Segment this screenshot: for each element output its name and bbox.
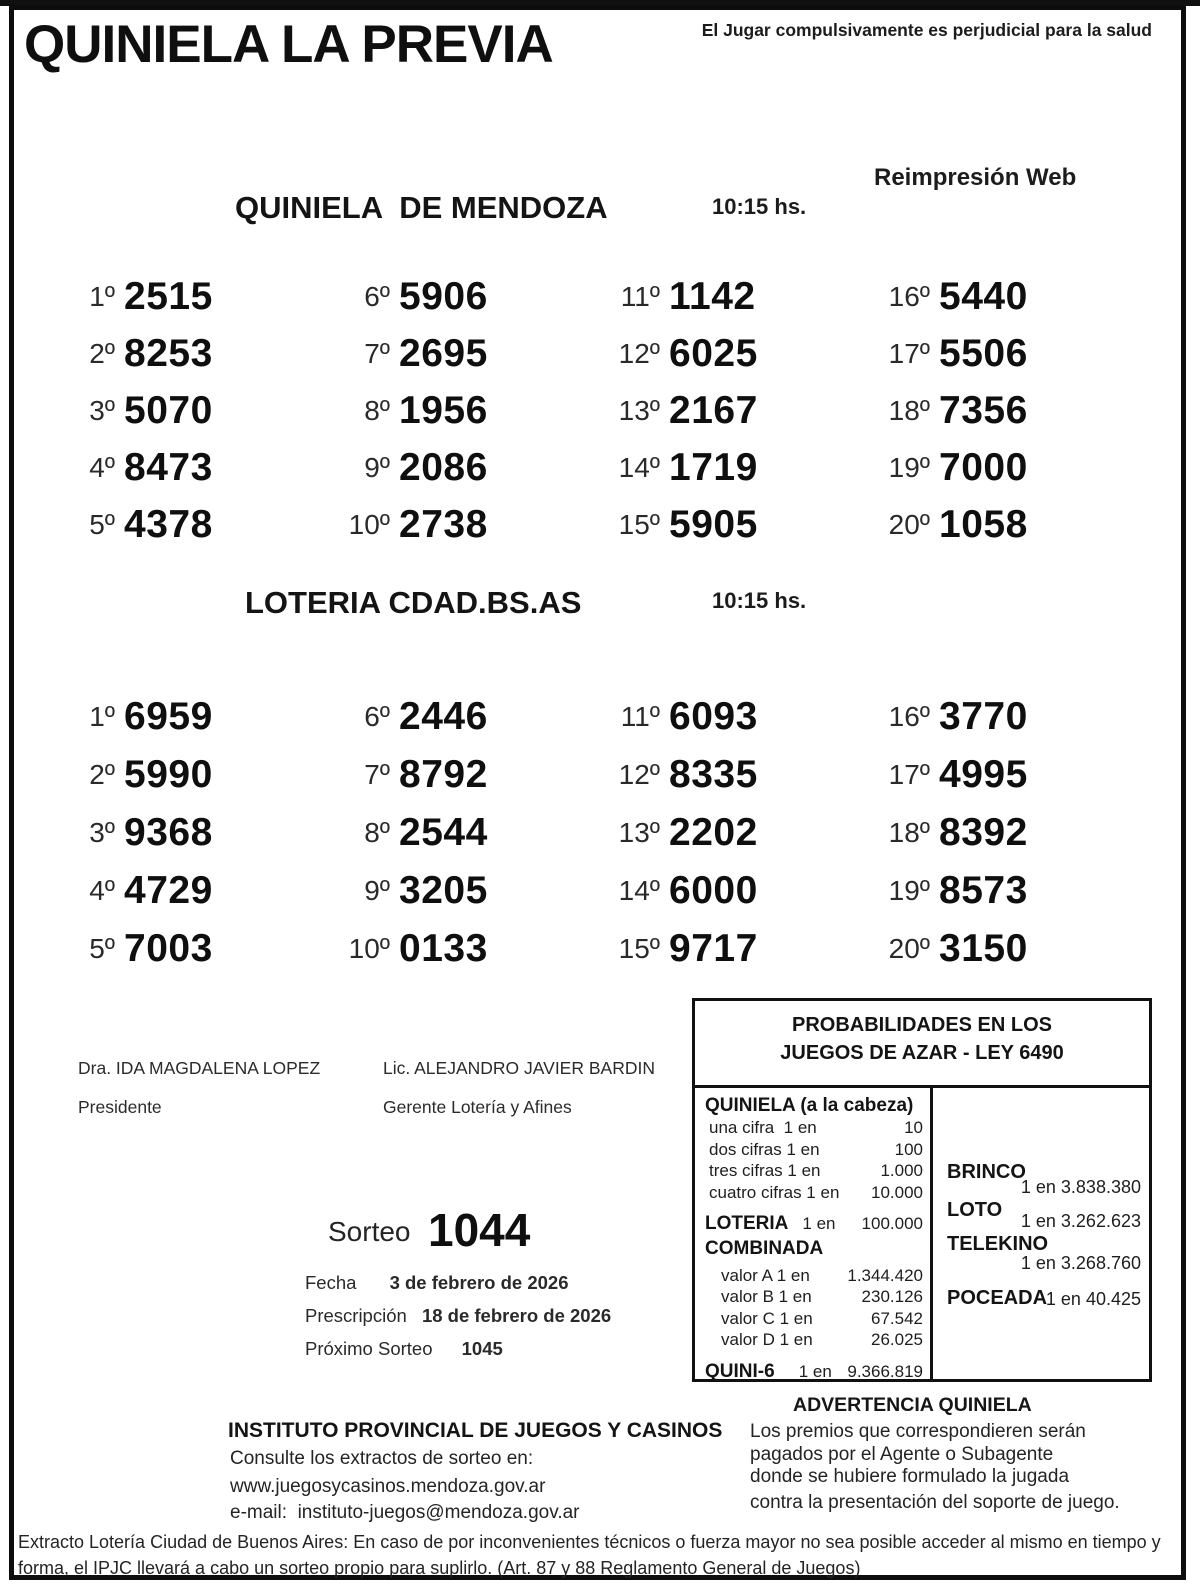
top-edge-rule	[0, 0, 1200, 6]
result-position: 20º	[888, 508, 930, 540]
odds-label: dos cifras 1 en	[709, 1139, 820, 1159]
result-cell	[873, 268, 1133, 325]
result-position: 13º	[618, 394, 660, 426]
result-cell	[58, 862, 333, 920]
result-cell	[603, 920, 873, 978]
result-cell	[873, 688, 1133, 746]
result-position: 12º	[618, 337, 660, 369]
result-number: 5905	[669, 502, 758, 546]
result-cell	[603, 496, 873, 553]
institute-name: INSTITUTO PROVINCIAL DE JUEGOS Y CASINOS	[228, 1419, 723, 1442]
result-cell	[333, 862, 603, 920]
result-number: 8473	[124, 445, 213, 489]
combinada-header: COMBINADA	[705, 1237, 824, 1259]
result-position: 11º	[620, 701, 660, 732]
result-position: 11º	[620, 280, 660, 312]
result-number: 2446	[399, 695, 488, 738]
result-number: 5440	[939, 274, 1028, 318]
result-number: 7000	[939, 445, 1028, 489]
result-cell	[58, 804, 333, 862]
result-cell	[333, 746, 603, 804]
result-position: 8º	[364, 394, 390, 426]
probabilities-title	[695, 1011, 1149, 1067]
result-number: 4378	[124, 502, 213, 546]
probabilities-right-column	[933, 1085, 1149, 1379]
odds-value: 10	[904, 1118, 923, 1137]
result-number: 5906	[399, 274, 488, 318]
result-number: 4729	[124, 869, 213, 912]
odds-row	[705, 1182, 923, 1204]
draw-date-row	[305, 1272, 568, 1294]
result-number: 2695	[399, 331, 488, 375]
result-cell	[333, 268, 603, 325]
draw-number: 1044	[428, 1204, 531, 1256]
advertencia-line: Los premios que correspondieren serán	[750, 1421, 1086, 1442]
result-position: 10º	[348, 933, 390, 964]
odds-label: valor D 1 en	[721, 1330, 813, 1349]
result-number: 7003	[124, 927, 213, 970]
result-position: 5º	[89, 508, 115, 540]
result-position: 3º	[89, 817, 115, 848]
result-position: 19º	[888, 451, 930, 483]
result-position: 18º	[888, 817, 930, 848]
result-number: 1719	[669, 445, 758, 489]
result-number: 6025	[669, 331, 758, 375]
result-number: 2167	[669, 388, 758, 432]
quiniela-odds-header: QUINIELA (a la cabeza)	[705, 1095, 914, 1116]
result-position: 6º	[364, 701, 390, 732]
advertencia-title: ADVERTENCIA QUINIELA	[793, 1394, 1032, 1416]
result-cell	[603, 804, 873, 862]
result-cell	[603, 862, 873, 920]
section-time-mendoza: 10:15 hs.	[712, 194, 807, 219]
result-position: 17º	[888, 759, 930, 790]
odds-label: valor C 1 en	[721, 1308, 813, 1328]
result-number: 5506	[939, 331, 1028, 375]
odds-row	[705, 1117, 923, 1139]
result-cell	[58, 920, 333, 978]
quini6-odds-value: 9.366.819	[847, 1361, 923, 1381]
result-number: 3770	[939, 695, 1028, 738]
result-position: 2º	[89, 337, 115, 369]
poceada-value: 1 en 40.425	[1045, 1289, 1141, 1309]
result-cell	[333, 382, 603, 439]
result-position: 19º	[888, 875, 930, 906]
result-position: 7º	[364, 759, 390, 790]
result-cell	[603, 268, 873, 325]
odds-value: 26.025	[871, 1330, 923, 1349]
result-cell	[58, 382, 333, 439]
result-cell	[873, 382, 1133, 439]
advertencia-line: contra la presentación del soporte de juego.	[750, 1492, 1120, 1513]
result-number: 1142	[669, 274, 756, 318]
result-position: 1º	[89, 280, 115, 312]
quini6-odds-row	[705, 1361, 923, 1383]
odds-value: 1.344.420	[847, 1265, 923, 1285]
odds-row	[705, 1160, 923, 1182]
result-position: 17º	[888, 337, 930, 369]
result-number: 2515	[124, 274, 213, 318]
probabilities-title-line1: PROBABILIDADES EN LOS	[791, 1014, 1053, 1036]
result-position: 13º	[618, 817, 660, 848]
result-number: 1956	[399, 388, 488, 432]
result-cell	[603, 746, 873, 804]
odds-value: 67.542	[871, 1308, 923, 1328]
result-cell	[603, 439, 873, 496]
result-cell	[58, 746, 333, 804]
result-position: 16º	[888, 280, 930, 312]
odds-row	[705, 1329, 923, 1351]
result-position: 15º	[618, 933, 660, 964]
result-cell	[333, 688, 603, 746]
institute-consult-text: Consulte los extractos de sorteo en:	[230, 1448, 534, 1469]
draw-label: Sorteo	[328, 1216, 411, 1247]
odds-label: valor A 1 en	[721, 1265, 810, 1285]
institute-email: e-mail: instituto-juegos@mendoza.gov.ar	[230, 1502, 580, 1523]
result-cell	[333, 920, 603, 978]
section-title-mendoza: QUINIELA DE MENDOZA	[235, 190, 608, 225]
odds-row	[705, 1139, 923, 1161]
result-number: 2202	[669, 811, 758, 854]
probabilities-title-line2: JUEGOS DE AZAR - LEY 6490	[780, 1042, 1064, 1064]
result-cell	[603, 382, 873, 439]
result-position: 14º	[618, 875, 660, 906]
quini6-odds-mid: 1 en	[798, 1361, 832, 1381]
draw-prescription-label: Prescripción	[305, 1305, 407, 1326]
result-cell	[603, 688, 873, 746]
draw-prescription-row	[305, 1305, 611, 1327]
odds-label: una cifra 1 en	[709, 1118, 817, 1137]
draw-next-label: Próximo Sorteo	[305, 1338, 433, 1359]
result-position: 3º	[89, 394, 115, 426]
odds-label: tres cifras 1 en	[709, 1161, 821, 1180]
result-number: 9368	[124, 811, 213, 854]
result-cell	[873, 920, 1133, 978]
draw-date-label: Fecha	[305, 1272, 357, 1293]
document-title: QUINIELA LA PREVIA	[24, 15, 553, 74]
advertencia-line: donde se hubiere formulado la jugada	[750, 1466, 1070, 1487]
draw-date-value: 3 de febrero de 2026	[389, 1272, 569, 1293]
result-position: 7º	[364, 337, 390, 369]
loteria-odds-label: LOTERIA	[705, 1213, 789, 1234]
result-position: 4º	[89, 451, 115, 483]
result-position: 8º	[364, 817, 390, 848]
result-number: 2738	[399, 502, 488, 546]
quini6-odds-label: QUINI-6	[705, 1360, 775, 1382]
loto-label: LOTO	[947, 1199, 1003, 1221]
result-position: 20º	[888, 933, 930, 964]
result-number: 8253	[124, 331, 213, 375]
probabilities-box	[692, 998, 1152, 1382]
odds-value: 10.000	[871, 1182, 923, 1202]
result-cell	[333, 439, 603, 496]
advertencia-line: pagados por el Agente o Subagente	[750, 1444, 1054, 1465]
telekino-label: TELEKINO	[947, 1233, 1049, 1255]
result-cell	[58, 439, 333, 496]
draw-next-value: 1045	[461, 1338, 503, 1359]
result-number: 3150	[939, 927, 1028, 970]
result-number: 6000	[669, 869, 758, 912]
result-number: 8573	[939, 869, 1028, 912]
loteria-odds-value: 100.000	[861, 1214, 923, 1233]
odds-row	[705, 1286, 923, 1308]
footer-disclaimer-line1: Extracto Lotería Ciudad de Buenos Aires: En caso de por inconvenientes técnicos o fuerza mayor no sea posible acceder al mismo en tiempo y	[18, 1532, 1161, 1552]
result-number: 7356	[939, 388, 1028, 432]
telekino-value: 1 en 3.268.760	[1020, 1253, 1141, 1273]
official-manager-role: Gerente Lotería y Afines	[383, 1097, 572, 1117]
official-president-name: Dra. IDA MAGDALENA LOPEZ	[78, 1058, 321, 1078]
result-number: 0133	[399, 927, 488, 970]
brinco-value: 1 en 3.838.380	[1020, 1177, 1141, 1197]
result-number: 6959	[124, 695, 213, 738]
result-position: 10º	[348, 508, 390, 540]
result-number: 5070	[124, 388, 213, 432]
result-position: 14º	[618, 451, 660, 483]
result-number: 2544	[399, 811, 488, 854]
odds-value: 1.000	[880, 1161, 923, 1180]
probabilities-left-column	[705, 1095, 923, 1382]
odds-value: 100	[894, 1139, 923, 1159]
loteria-odds-row	[705, 1213, 923, 1235]
result-number: 5990	[124, 753, 213, 796]
odds-label: cuatro cifras 1 en	[709, 1182, 840, 1202]
result-position: 2º	[89, 759, 115, 790]
institute-website: www.juegosycasinos.mendoza.gov.ar	[230, 1476, 546, 1497]
result-position: 6º	[364, 280, 390, 312]
odds-value: 230.126	[861, 1287, 923, 1306]
result-cell	[58, 688, 333, 746]
brinco-label: BRINCO	[947, 1161, 1026, 1183]
result-cell	[873, 746, 1133, 804]
result-number: 6093	[669, 695, 758, 738]
result-cell	[333, 325, 603, 382]
result-number: 2086	[399, 445, 488, 489]
official-president-role: Presidente	[78, 1097, 162, 1117]
result-cell	[333, 496, 603, 553]
result-number: 1058	[939, 502, 1028, 546]
result-number: 8792	[399, 753, 488, 796]
results-grid-bsas	[58, 688, 1133, 978]
result-position: 9º	[364, 451, 390, 483]
loteria-odds-mid: 1 en	[802, 1214, 836, 1233]
result-number: 4995	[939, 753, 1028, 796]
result-cell	[58, 325, 333, 382]
draw-prescription-value: 18 de febrero de 2026	[421, 1305, 612, 1326]
result-cell	[873, 496, 1133, 553]
result-position: 4º	[89, 875, 115, 906]
web-reprint-label: Reimpresión Web	[874, 164, 1077, 191]
section-time-bsas: 10:15 hs.	[712, 588, 807, 613]
result-position: 9º	[364, 875, 390, 906]
poceada-label: POCEADA	[947, 1287, 1048, 1309]
result-position: 1º	[89, 701, 115, 732]
result-position: 16º	[888, 701, 930, 732]
result-number: 8392	[939, 811, 1028, 854]
odds-row	[705, 1265, 923, 1287]
odds-row	[705, 1308, 923, 1330]
result-cell	[873, 862, 1133, 920]
result-cell	[873, 804, 1133, 862]
result-position: 18º	[888, 394, 930, 426]
result-number: 9717	[669, 927, 758, 970]
result-cell	[603, 325, 873, 382]
result-position: 5º	[89, 933, 115, 964]
odds-label: valor B 1 en	[721, 1287, 812, 1306]
result-cell	[333, 804, 603, 862]
result-cell	[58, 268, 333, 325]
draw-next-row	[305, 1338, 503, 1360]
result-position: 12º	[618, 759, 660, 790]
result-cell	[873, 439, 1133, 496]
result-cell	[873, 325, 1133, 382]
section-title-bsas: LOTERIA CDAD.BS.AS	[245, 585, 582, 620]
results-grid-mendoza	[58, 268, 1133, 553]
footer-disclaimer-line2: forma, el IPJC llevará a cabo un sorteo propio para suplirlo. (Art. 87 y 88 Reglamento General de Juegos)	[18, 1558, 861, 1578]
health-warning: El Jugar compulsivamente es perjudicial para la salud	[701, 20, 1152, 40]
loto-value: 1 en 3.262.623	[1020, 1211, 1141, 1231]
result-position: 15º	[618, 508, 660, 540]
result-number: 3205	[399, 869, 488, 912]
result-number: 8335	[669, 753, 758, 796]
official-manager-name: Lic. ALEJANDRO JAVIER BARDIN	[383, 1058, 655, 1078]
result-cell	[58, 496, 333, 553]
